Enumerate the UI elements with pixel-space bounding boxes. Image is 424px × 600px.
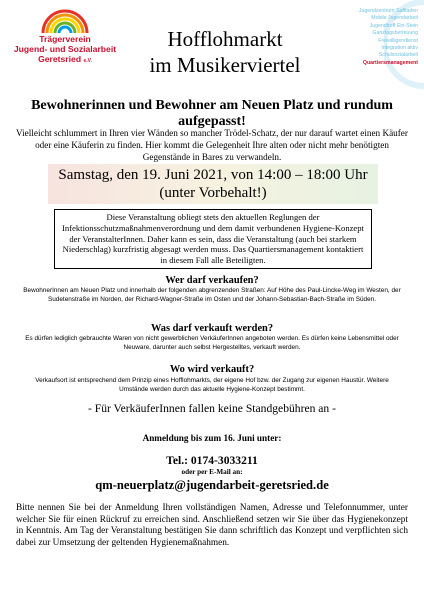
hygiene-notice: Diese Veranstaltung obliegt stets den aktuellen Reglungen der Infektionsschutzmaßnahmenverordnung und dem damit verbundenen Hygiene-Konzept der VeranstalterInnen. Daher kann es sein, dass die Veranstaltung (auch bei starkem Niederschlag) kurzfristig abgesagt werden muss. Das Quartiersmanagement kontaktiert in diesem Fall alle Beteiligten. [54, 209, 372, 269]
org-line-1: Trägerverein [39, 34, 91, 44]
question-who: Wer darf verkaufen? [165, 275, 259, 286]
phone-number: Tel.: 0174-3033211 [166, 454, 258, 467]
program-item: Schulsozialarbeit [378, 52, 418, 59]
email-address: qm-neuerplatz@jugendarbeit-geretsried.de [95, 478, 329, 492]
answer-where: Verkaufsort ist entsprechend dem Prinzip eines Hofflohmarkts, der eigene Hof bzw. der Zugang zur eigenen Haustür. Weitere Umstände werden durch das aktuelle Hygiene-Konzept bestimmt. [35, 377, 389, 393]
page-title [120, 26, 330, 78]
rainbow-arc-icon [40, 6, 90, 34]
answer-what: Es dürfen lediglich gebrauchte Waren von nicht gewerblichen VerkäuferInnen angeboten werden. Es dürfen keine Lebensmittel oder Neuware, darunter auch selbst Hergestelltes, verkauft werden. [25, 335, 399, 351]
program-item: Quartiersmanagement [362, 59, 418, 66]
program-item: Integration aktiv [381, 45, 418, 52]
answer-who: BewohnerInnen am Neuen Platz und innerhalb der folgenden abgrenzenden Straßen: Auf Höhe des Paul-Lincke-Weg im Westen, der Sudetenstraße im Norden, der Richard-Wagner-Straße im Osten und der Johann-Sebastian-Bach-Straße im Süden. [23, 287, 401, 303]
org-suffix: e.V. [83, 58, 92, 64]
date-note: (unter Vorbehalt!) [159, 185, 267, 201]
question-where: Wo wird verkauft? [169, 364, 255, 375]
title-line-1: Hofflohmarkt [167, 27, 283, 51]
org-name [6, 34, 124, 66]
program-item: Jugendzentrum Saftladen [358, 8, 418, 14]
registration-label: Anmeldung bis zum 16. Juni unter: [142, 433, 282, 443]
program-item: Freiwilligendienst [378, 37, 418, 44]
program-item: Mobile Jugendarbeit [371, 15, 418, 22]
program-item: Jugendtreff Ein-Stein [369, 22, 418, 29]
fee-note: - Für VerkäuferInnen fallen keine Standgebühren an - [88, 402, 336, 415]
or-email-label: oder per E-Mail an: [181, 468, 243, 476]
subheading: Bewohnerinnen und Bewohner am Neuen Platz und rundum aufgepasst! [31, 98, 393, 129]
org-logo [6, 4, 124, 74]
intro-text: Vielleicht schlummert in Ihren vier Wänden so mancher Trödel-Schatz, der nur darauf wartet einen Käufer oder eine Käuferin zu finden. Hier kommt die Gelegenheit Ihre alten oder nicht mehr benötigten Gegenstände in Bares zu verwandeln. [16, 128, 408, 162]
event-date: Samstag, den 19. Juni 2021, von 14:00 – 18:00 Uhr [58, 167, 368, 183]
date-box [48, 164, 378, 204]
program-item: Ganztagsbetreuung [372, 30, 418, 37]
org-line-3: Geretsried [38, 54, 82, 64]
title-line-2: im Musikerviertel [149, 53, 301, 77]
org-line-2: Jugend- und Sozialarbeit [13, 44, 117, 54]
question-what: Was darf verkauft werden? [150, 323, 274, 334]
program-list [326, 8, 418, 67]
closing-paragraph: Bitte nennen Sie bei der Anmeldung Ihren vollständigen Namen, Adresse und Telefonnummer, unter welcher Sie für einen Rückruf zu erreichen sind. Anschließend setzen wir Sie über das Hygienekonzept in Kenntnis. Am Tag der Veranstaltung bestätigen Sie dann schriftlich das Konzept und verpflichten sich dabei zur Umsetzung der geltenden Hygienemaßnahmen. [16, 503, 408, 549]
